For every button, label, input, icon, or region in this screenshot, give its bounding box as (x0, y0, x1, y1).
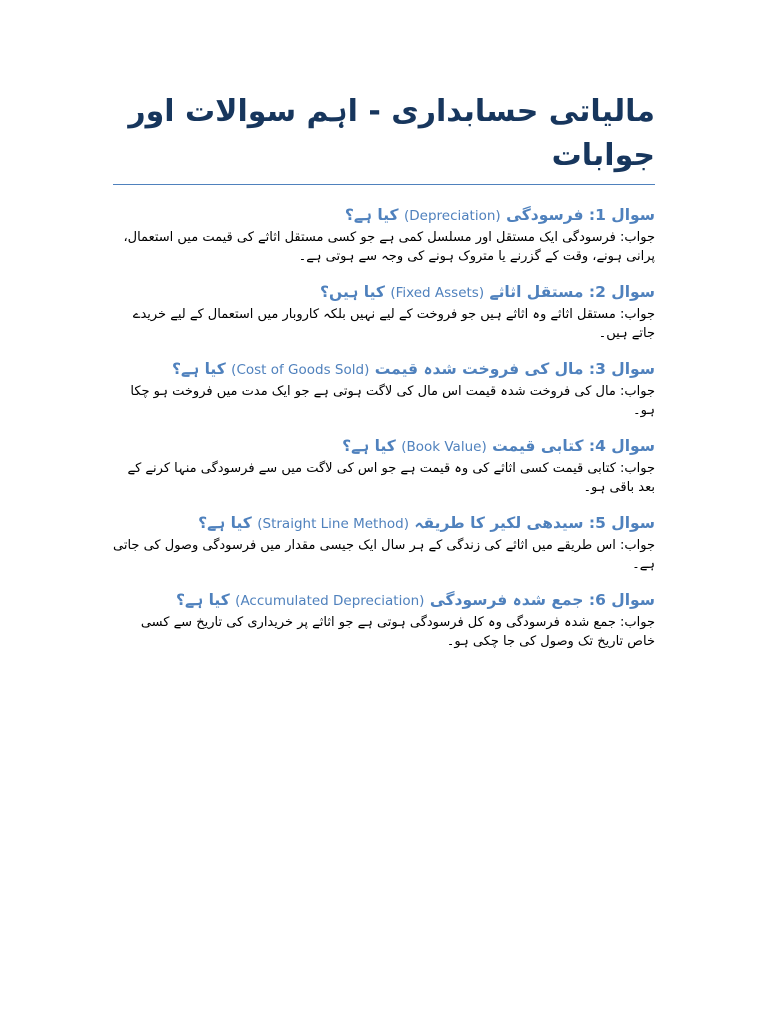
qa-item-6 (113, 588, 655, 651)
answer-text: جواب: جمع شدہ فرسودگی وہ کل فرسودگی ہوتی ہے جو اثاثے پر خریداری کی تاریخ سے کسی خاص تاریخ تک وصول کی جا چکی ہو۔ (140, 615, 655, 649)
question-heading (113, 511, 655, 536)
question-text: سوال 4: کتابی قیمت (492, 437, 655, 455)
question-text: سوال 2: مستقل اثاثے (489, 283, 655, 301)
answer-text: جواب: کتابی قیمت کسی اثاثے کی وہ قیمت ہے جو اس کی لاگت میں سے فرسودگی منہا کرنے کے بعد باقی ہو۔ (127, 461, 655, 495)
question-suffix: کیا ہے؟ (172, 360, 226, 378)
qa-item-4 (113, 434, 655, 497)
question-suffix: کیا ہے؟ (344, 206, 399, 224)
question-term: (Fixed Assets) (390, 285, 485, 301)
qa-item-1 (113, 203, 655, 266)
question-heading (113, 357, 655, 382)
answer-text: جواب: مستقل اثاثے وہ اثاثے ہیں جو فروخت کے لیے نہیں بلکہ کاروبار میں استعمال کے لیے خریدے جاتے ہیں۔ (132, 307, 655, 341)
question-term: (Book Value) (401, 439, 487, 455)
qa-item-2 (113, 280, 655, 343)
question-suffix: کیا ہے؟ (198, 514, 252, 532)
document-page (113, 90, 655, 651)
question-text: سوال 3: مال کی فروخت شدہ قیمت (374, 360, 655, 378)
question-heading (113, 588, 655, 613)
question-suffix: کیا ہے؟ (176, 591, 230, 609)
question-text: سوال 5: سیدھی لکیر کا طریقہ (414, 514, 655, 532)
question-term: (Straight Line Method) (257, 516, 409, 532)
question-term: (Depreciation) (403, 208, 501, 224)
qa-item-5 (113, 511, 655, 574)
question-heading (113, 280, 655, 305)
page-title: مالیاتی حسابداری - اہم سوالات اور جوابات (113, 90, 655, 185)
question-term: (Cost of Goods Sold) (231, 362, 370, 378)
question-heading (113, 203, 655, 228)
answer-text: جواب: فرسودگی ایک مستقل اور مسلسل کمی ہے جو کسی مستقل اثاثے کی قیمت میں استعمال، پرانی ہونے، وقت کے گزرنے یا متروک ہونے کی وجہ سے ہوتی ہے۔ (123, 230, 655, 264)
question-heading (113, 434, 655, 459)
question-term: (Accumulated Depreciation) (235, 593, 425, 609)
question-text: سوال 6: جمع شدہ فرسودگی (429, 591, 655, 609)
question-suffix: کیا ہیں؟ (320, 283, 385, 301)
question-suffix: کیا ہے؟ (342, 437, 396, 455)
answer-text: جواب: مال کی فروخت شدہ قیمت اس مال کی لاگت ہوتی ہے جو ایک مدت میں فروخت ہو چکا ہو۔ (130, 384, 655, 418)
question-text: سوال 1: فرسودگی (506, 206, 655, 224)
answer-text: جواب: اس طریقے میں اثاثے کی زندگی کے ہر سال ایک جیسی مقدار میں فرسودگی وصول کی جاتی ہے۔ (113, 538, 655, 572)
qa-item-3 (113, 357, 655, 420)
